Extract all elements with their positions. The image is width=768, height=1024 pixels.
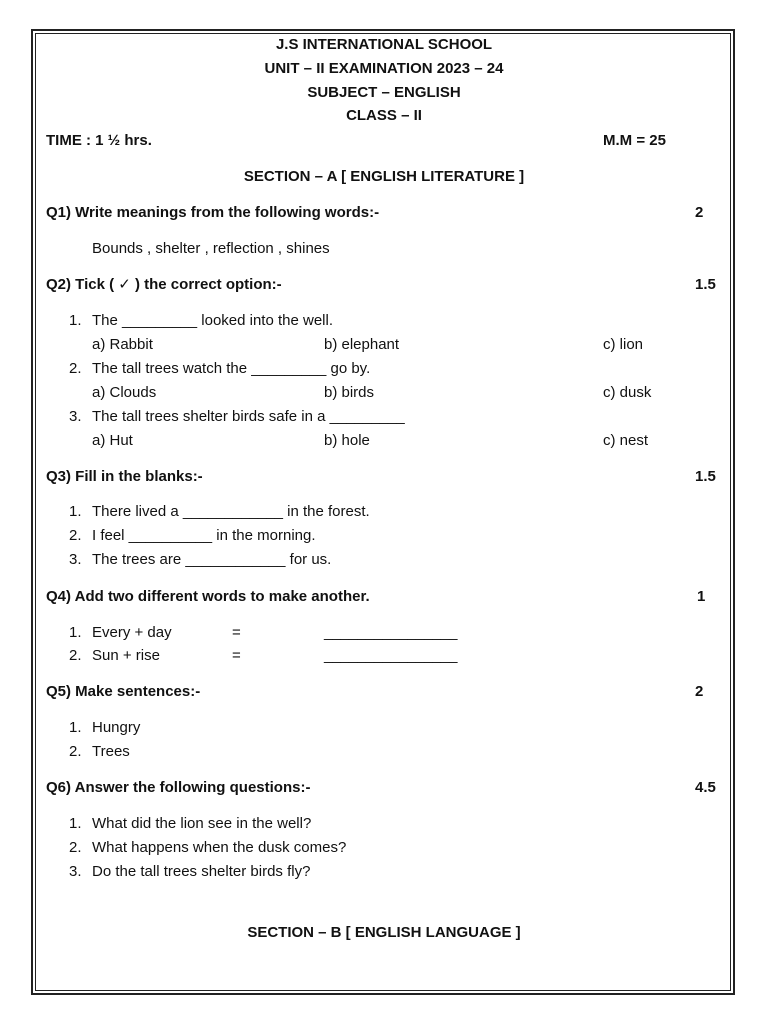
q2-item-3-option-b: b) hole xyxy=(324,432,370,449)
q3-item-3-num: 3. xyxy=(69,551,82,568)
q2-marks: 1.5 xyxy=(695,276,716,293)
q1-marks: 2 xyxy=(695,204,704,221)
q4-item-1-text: Every + day xyxy=(92,624,172,641)
q6-title: Q6) Answer the following questions:- xyxy=(46,779,311,796)
q4-item-1-blank: ________________ xyxy=(324,624,458,641)
q3-item-1-text: There lived a ____________ in the forest. xyxy=(92,503,370,520)
q5-item-2-text: Trees xyxy=(92,743,130,760)
q5-item-2-num: 2. xyxy=(69,743,82,760)
q6-item-3-num: 3. xyxy=(69,863,82,880)
q2-item-3-num: 3. xyxy=(69,408,82,425)
q2-item-2-option-c: c) dusk xyxy=(603,384,652,401)
q1-words: Bounds , shelter , reflection , shines xyxy=(92,240,330,257)
q2-title: Q2) Tick ( ✓ ) the correct option:- xyxy=(46,276,282,293)
q2-item-3-option-c: c) nest xyxy=(603,432,649,449)
q3-marks: 1.5 xyxy=(695,468,716,485)
subject-title: SUBJECT – ENGLISH xyxy=(307,84,461,101)
time-label: TIME : 1 ½ hrs. xyxy=(46,132,152,149)
q3-item-2-text: I feel __________ in the morning. xyxy=(92,527,316,544)
q3-item-2-num: 2. xyxy=(69,527,82,544)
q6-item-2-text: What happens when the dusk comes? xyxy=(92,839,347,856)
section-a-title: SECTION – A [ ENGLISH LITERATURE ] xyxy=(243,168,525,185)
q2-item-1-option-b: b) elephant xyxy=(324,336,400,353)
q6-item-2-num: 2. xyxy=(69,839,82,856)
q5-marks: 2 xyxy=(695,683,704,700)
section-b-title: SECTION – B [ ENGLISH LANGUAGE ] xyxy=(247,924,521,941)
q3-item-3-text: The trees are ____________ for us. xyxy=(92,551,332,568)
q2-item-1-option-c: c) lion xyxy=(603,336,644,353)
q4-title: Q4) Add two different words to make another. xyxy=(46,588,370,605)
q5-title: Q5) Make sentences:- xyxy=(46,683,201,700)
q1-title: Q1) Write meanings from the following words:- xyxy=(46,204,380,221)
q4-marks: 1 xyxy=(697,588,706,605)
exam-title: UNIT – II EXAMINATION 2023 – 24 xyxy=(264,60,504,77)
q2-item-2-option-a: a) Clouds xyxy=(92,384,157,401)
max-marks-label: M.M = 25 xyxy=(603,132,666,149)
q4-item-1-equals: = xyxy=(232,624,241,641)
q6-item-1-num: 1. xyxy=(69,815,82,832)
q6-item-1-text: What did the lion see in the well? xyxy=(92,815,312,832)
q6-marks: 4.5 xyxy=(695,779,716,796)
q5-item-1-num: 1. xyxy=(69,719,82,736)
q3-item-1-num: 1. xyxy=(69,503,82,520)
q2-item-2-text: The tall trees watch the _________ go by. xyxy=(92,360,371,377)
q2-item-1-num: 1. xyxy=(69,312,82,329)
q2-item-3-option-a: a) Hut xyxy=(92,432,133,449)
q2-item-2-num: 2. xyxy=(69,360,82,377)
q5-item-1-text: Hungry xyxy=(92,719,141,736)
school-name: J.S INTERNATIONAL SCHOOL xyxy=(275,36,493,53)
q4-item-2-text: Sun + rise xyxy=(92,647,160,664)
q3-title: Q3) Fill in the blanks:- xyxy=(46,468,203,485)
class-title: CLASS – II xyxy=(346,107,422,124)
q2-item-1-option-a: a) Rabbit xyxy=(92,336,153,353)
q4-item-2-equals: = xyxy=(232,647,241,664)
q4-item-2-blank: ________________ xyxy=(324,647,458,664)
q6-item-3-text: Do the tall trees shelter birds fly? xyxy=(92,863,311,880)
q2-item-2-option-b: b) birds xyxy=(324,384,375,401)
q4-item-2-num: 2. xyxy=(69,647,82,664)
q4-item-1-num: 1. xyxy=(69,624,82,641)
q2-item-3-text: The tall trees shelter birds safe in a _________ xyxy=(92,408,405,425)
q2-item-1-text: The _________ looked into the well. xyxy=(92,312,334,329)
